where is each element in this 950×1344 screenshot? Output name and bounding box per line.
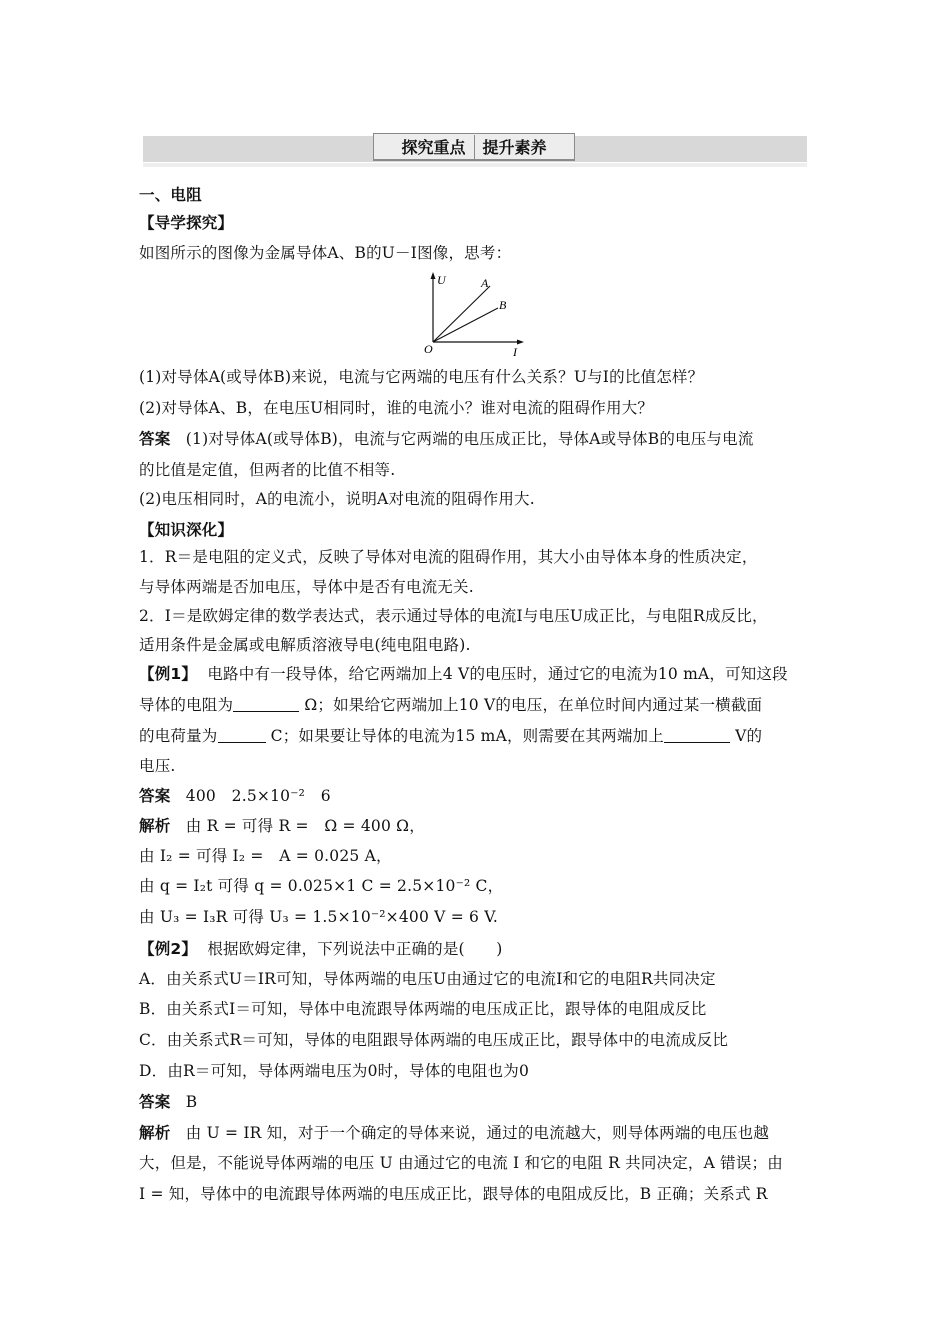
option-a: A．由关系式U＝IR可知，导体两端的电压U由通过它的电流I和它的电阻R共同决定 — [139, 970, 716, 988]
knowledge-p1a: 1．R＝是电阻的定义式，反映了导体对电流的阻碍作用，其大小由导体本身的性质决定， — [139, 548, 758, 566]
blank-voltage[interactable] — [664, 728, 730, 743]
answer-label: 答案 — [139, 787, 171, 805]
answer-line-3: (2)电压相同时，A的电流小，说明A对电流的阻碍作用大. — [139, 490, 535, 508]
example1-line-1 — [139, 664, 788, 684]
analysis-text: 由 U = IR 知，对于一个确定的导体来说，通过的电流越大，则导体两端的电压也越 — [185, 1124, 770, 1142]
banner-right-title: 提升素养 — [482, 138, 547, 157]
example1-text-3a: 的电荷量为 — [139, 727, 218, 745]
origin-label: O — [424, 342, 433, 356]
line-a-label: A — [481, 276, 489, 290]
example1-text-2b: Ω；如果给它两端加上10 V的电压，在单位时间内通过某一横截面 — [304, 696, 763, 714]
answer-text: (1)对导体A(或导体B)，电流与它两端的电压成正比，导体A或导体B的电压与电流 — [185, 430, 754, 448]
banner-left-title: 探究重点 — [401, 138, 466, 157]
banner-title-box — [373, 133, 575, 161]
analysis-label: 解析 — [139, 817, 171, 835]
example1-tag: 【例1】 — [139, 665, 198, 683]
example1-analysis-1 — [139, 816, 425, 836]
example1-text-3b: C；如果要让导体的电流为15 mA，则需要在其两端加上 — [270, 727, 664, 745]
example1-line-2 — [139, 695, 762, 715]
example1-analysis-4: 由 U₃ = I₃R 可得 U₃ = 1.5×10⁻²×400 V = 6 V. — [139, 908, 499, 926]
ui-graph — [418, 270, 528, 360]
example1-answer — [139, 786, 331, 806]
guide-tag: 【导学探究】 — [139, 214, 234, 232]
answer-line-1 — [139, 429, 754, 449]
example1-analysis-3: 由 q = I₂t 可得 q = 0.025×1 C = 2.5×10⁻² C， — [139, 877, 504, 895]
analysis-label: 解析 — [139, 1124, 171, 1142]
line-b-label: B — [499, 298, 507, 312]
line-b — [433, 308, 498, 342]
answer-text: B — [185, 1093, 198, 1111]
example1-text-1: 电路中有一段导体，给它两端加上4 V的电压时，通过它的电流为10 mA，可知这段 — [207, 665, 788, 683]
question-2: (2)对导体A、B，在电压U相同时，谁的电流小？谁对电流的阻碍作用大？ — [139, 399, 654, 417]
example2-tag: 【例2】 — [139, 940, 198, 958]
knowledge-p1b: 与导体两端是否加电压，导体中是否有电流无关. — [139, 578, 474, 596]
example2-analysis-2: 大，但是，不能说导体两端的电压 U 由通过它的电流 I 和它的电阻 R 共同决定，A 错误；由 — [139, 1154, 783, 1172]
example1-text-3c: V的 — [735, 727, 763, 745]
example2-analysis-1 — [139, 1123, 769, 1143]
answer-label: 答案 — [139, 1093, 171, 1111]
question-1: (1)对导体A(或导体B)来说，电流与它两端的电压有什么关系？U与I的比值怎样？ — [139, 368, 704, 386]
example2-answer — [139, 1092, 197, 1112]
example2-question-text: 根据欧姆定律，下列说法中正确的是( ) — [207, 940, 503, 958]
guide-intro: 如图所示的图像为金属导体A、B的U－I图像，思考： — [139, 244, 512, 262]
y-axis-label: U — [437, 273, 446, 287]
example1-text-2a: 导体的电阻为 — [139, 696, 234, 714]
option-c: C．由关系式R＝可知，导体的电阻跟导体两端的电压成正比，跟导体中的电流成反比 — [139, 1031, 729, 1049]
option-b: B．由关系式I＝可知，导体中电流跟导体两端的电压成正比，跟导体的电阻成反比 — [139, 1000, 707, 1018]
example1-line-3 — [139, 726, 762, 746]
answer-text: 400 2.5×10⁻² 6 — [185, 787, 331, 805]
x-axis-label: I — [513, 345, 517, 359]
knowledge-tag: 【知识深化】 — [139, 521, 234, 539]
section-banner — [143, 136, 807, 162]
knowledge-p2a: 2．I＝是欧姆定律的数学表达式，表示通过导体的电流I与电压U成正比，与电阻R成反比， — [139, 607, 768, 625]
example2-analysis-3: I = 知，导体中的电流跟导体两端的电压成正比，跟导体的电阻成反比，B 正确；关系式 R — [139, 1185, 768, 1203]
option-d: D．由R＝可知，导体两端电压为0时，导体的电阻也为0 — [139, 1062, 530, 1080]
example2-question — [139, 939, 502, 959]
analysis-text: 由 R = 可得 R = Ω = 400 Ω， — [185, 817, 425, 835]
example1-analysis-2: 由 I₂ = 可得 I₂ = A = 0.025 A， — [139, 847, 392, 865]
knowledge-p2b: 适用条件是金属或电解质溶液导电(纯电阻电路). — [139, 636, 471, 654]
section-title: 一、电阻 — [139, 186, 202, 204]
blank-charge[interactable] — [218, 728, 266, 743]
blank-resistance[interactable] — [233, 697, 299, 712]
answer-label: 答案 — [139, 430, 171, 448]
example1-line-4: 电压. — [139, 757, 176, 775]
answer-line-2: 的比值是定值，但两者的比值不相等. — [139, 461, 396, 479]
line-a — [433, 286, 490, 342]
banner-shadow — [143, 163, 807, 167]
